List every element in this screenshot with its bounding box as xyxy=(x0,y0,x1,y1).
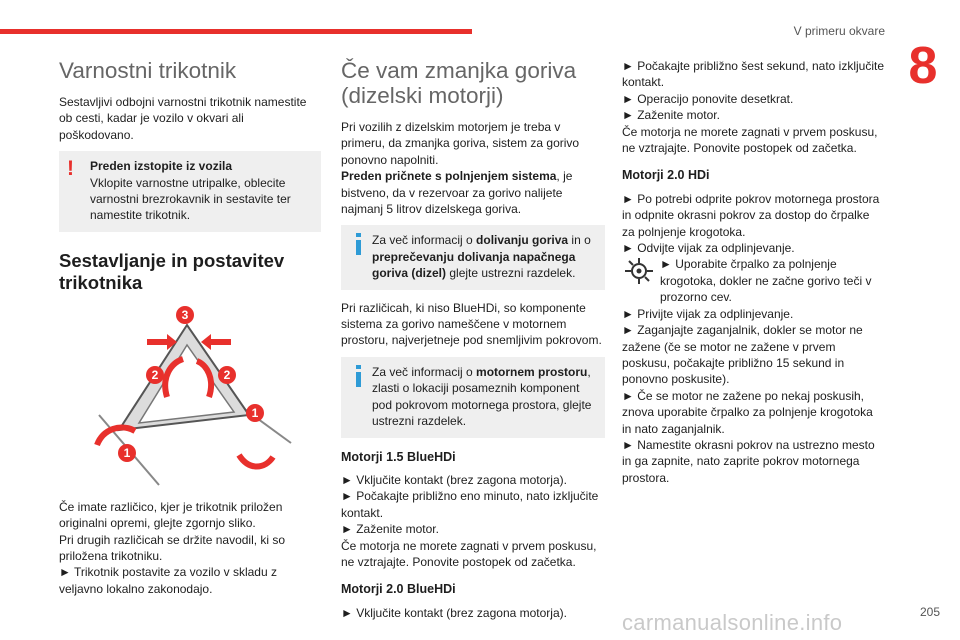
step-pump: ► Uporabite črpalko za polnjenje krogotoka, dokler ne začne gorivo teči v prozorno cev. xyxy=(622,256,884,305)
heading-15-bluehdi: Motorji 1.5 BlueHDi xyxy=(341,449,456,464)
step: ► Zaganjajte zaganjalnik, dokler se motor ne zažene (če se motor ne zažene v prvem poskusu, počakajte približno 15 sekund in ponovno poskusite). xyxy=(622,323,863,387)
callout-2-right-label: 2 xyxy=(223,367,231,382)
step: ► Odvijte vijak za odplinjevanje. xyxy=(622,241,795,256)
step: ► Operacijo ponovite desetkrat. xyxy=(622,91,794,106)
info-icon xyxy=(349,365,369,387)
exclamation-icon: ! xyxy=(67,157,74,181)
step: ► Po potrebi odprite pokrov motornega prostora in odpnite okrasni pokrov za dostop do črpalke za polnjenje krogotoka. xyxy=(622,191,880,239)
section-header: V primeru okvare xyxy=(793,24,885,38)
paragraph-place-triangle: ► Trikotnik postavite za vozilo v skladu z veljavno lokalno zakonodajo. xyxy=(59,565,277,596)
step: Če motorja ne morete zagnati v prvem poskusu, ne vztrajajte. Ponovite postopek od začetka. xyxy=(622,124,878,156)
column-2 xyxy=(341,52,605,621)
info-text-refuel: Za več informacij o dolivanju goriva in o preprečevanju dolivanja napačnega goriva (dizel) glejte ustrezni razdelek. xyxy=(372,233,591,281)
triangle-assembly-diagram xyxy=(59,305,321,489)
paragraph-other-versions: Pri drugih različicah se držite navodil, ki so priložena trikotniku. xyxy=(59,532,286,564)
callout-2-left-label: 2 xyxy=(151,367,159,382)
callout-1-right-label: 1 xyxy=(251,405,259,420)
column-1 xyxy=(59,52,321,605)
triangle-illustration xyxy=(59,305,321,489)
paragraph-before-fill: Preden pričnete s polnjenjem sistema, je bistveno, da v rezervoar za gorivo nalijete najmanj 5 litrov dizelskega goriva. xyxy=(341,169,573,217)
info-text-engine-bay: Za več informacij o motornem prostoru, zlasti o lokaciji posameznih komponent pod pokrovom motornega prostora, glejte ustrezni razdelek. xyxy=(372,364,592,429)
step: ► Zaženite motor. xyxy=(341,522,439,537)
step: ► Vključite kontakt (brez zagona motorja). xyxy=(341,605,567,620)
section-title-fuel: Če vam zmanjka goriva (dizelski motorji) xyxy=(341,58,577,108)
arrow-push-right-icon xyxy=(201,334,231,350)
callout-3-label: 3 xyxy=(181,307,189,322)
paragraph-original-equipment: Če imate različico, kjer je trikotnik priložen originalni opremi, glejte zgornjo sliko. xyxy=(59,499,283,531)
page-number: 205 xyxy=(919,605,940,619)
step: ► Privijte vijak za odplinjevanje. xyxy=(622,306,794,321)
column-3 xyxy=(622,58,884,486)
step: ► Počakajte približno šest sekund, nato izključite kontakt. xyxy=(622,59,885,90)
leg-arrow-right-icon xyxy=(239,455,273,467)
priming-pump-icon xyxy=(622,256,656,286)
watermark: carmanualsonline.info xyxy=(622,610,843,635)
step: ► Počakajte približno eno minuto, nato izključite kontakt. xyxy=(341,489,599,520)
step: ► Če se motor ne zažene po nekaj poskusih, znova uporabite črpalko za polnjenje krogotoka in nato zaganjalnik. xyxy=(622,388,873,436)
header-accent-bar xyxy=(0,29,472,34)
paragraph-non-bluehdi: Pri različicah, ki niso BlueHDi, so komponente sistema za gorivo nameščene v motornem prostoru, najverjetneje pod snemljivim pokrovom. xyxy=(341,300,602,348)
heading-20-hdi: Motorji 2.0 HDi xyxy=(622,168,710,183)
step: Če motorja ne morete zagnati v prvem poskusu, ne vztrajajte. Ponovite postopek od začetka. xyxy=(341,538,597,569)
step: ► Zaženite motor. xyxy=(622,108,720,123)
section-title-assembly: Sestavljanje in postavitev trikotnika xyxy=(59,249,285,294)
info-box-engine-bay xyxy=(341,357,605,438)
paragraph-intro: Sestavljivi odbojni varnostni trikotnik namestite ob cesti, kadar je vozilo v okvari ali poškodovano. xyxy=(59,95,307,142)
warning-title: Preden izstopite iz vozila xyxy=(90,159,233,174)
info-box-refuel xyxy=(341,225,605,289)
info-icon xyxy=(349,233,369,255)
warning-text: Vklopite varnostne utripalke, oblecite varnostni brezrokavnik in sestavite ter namestite trikotnik. xyxy=(90,175,291,223)
warning-box xyxy=(59,151,321,232)
paragraph-diesel-intro: Pri vozilih z dizelskim motorjem je treba v primeru, da zmanjka goriva, sistem za gorivo ponovno napolniti. xyxy=(341,120,580,167)
step: ► Vključite kontakt (brez zagona motorja). xyxy=(341,472,567,487)
step: ► Namestite okrasni pokrov na ustrezno mesto in ga zapnite, nato zaprite pokrov motornega prostora. xyxy=(622,437,875,485)
section-title-warning-triangle: Varnostni trikotnik xyxy=(59,58,237,83)
step-list-15 xyxy=(341,472,605,570)
heading-20-bluehdi: Motorji 2.0 BlueHDi xyxy=(341,582,456,597)
chapter-number: 8 xyxy=(908,37,938,95)
callout-1-left-label: 1 xyxy=(123,445,131,460)
